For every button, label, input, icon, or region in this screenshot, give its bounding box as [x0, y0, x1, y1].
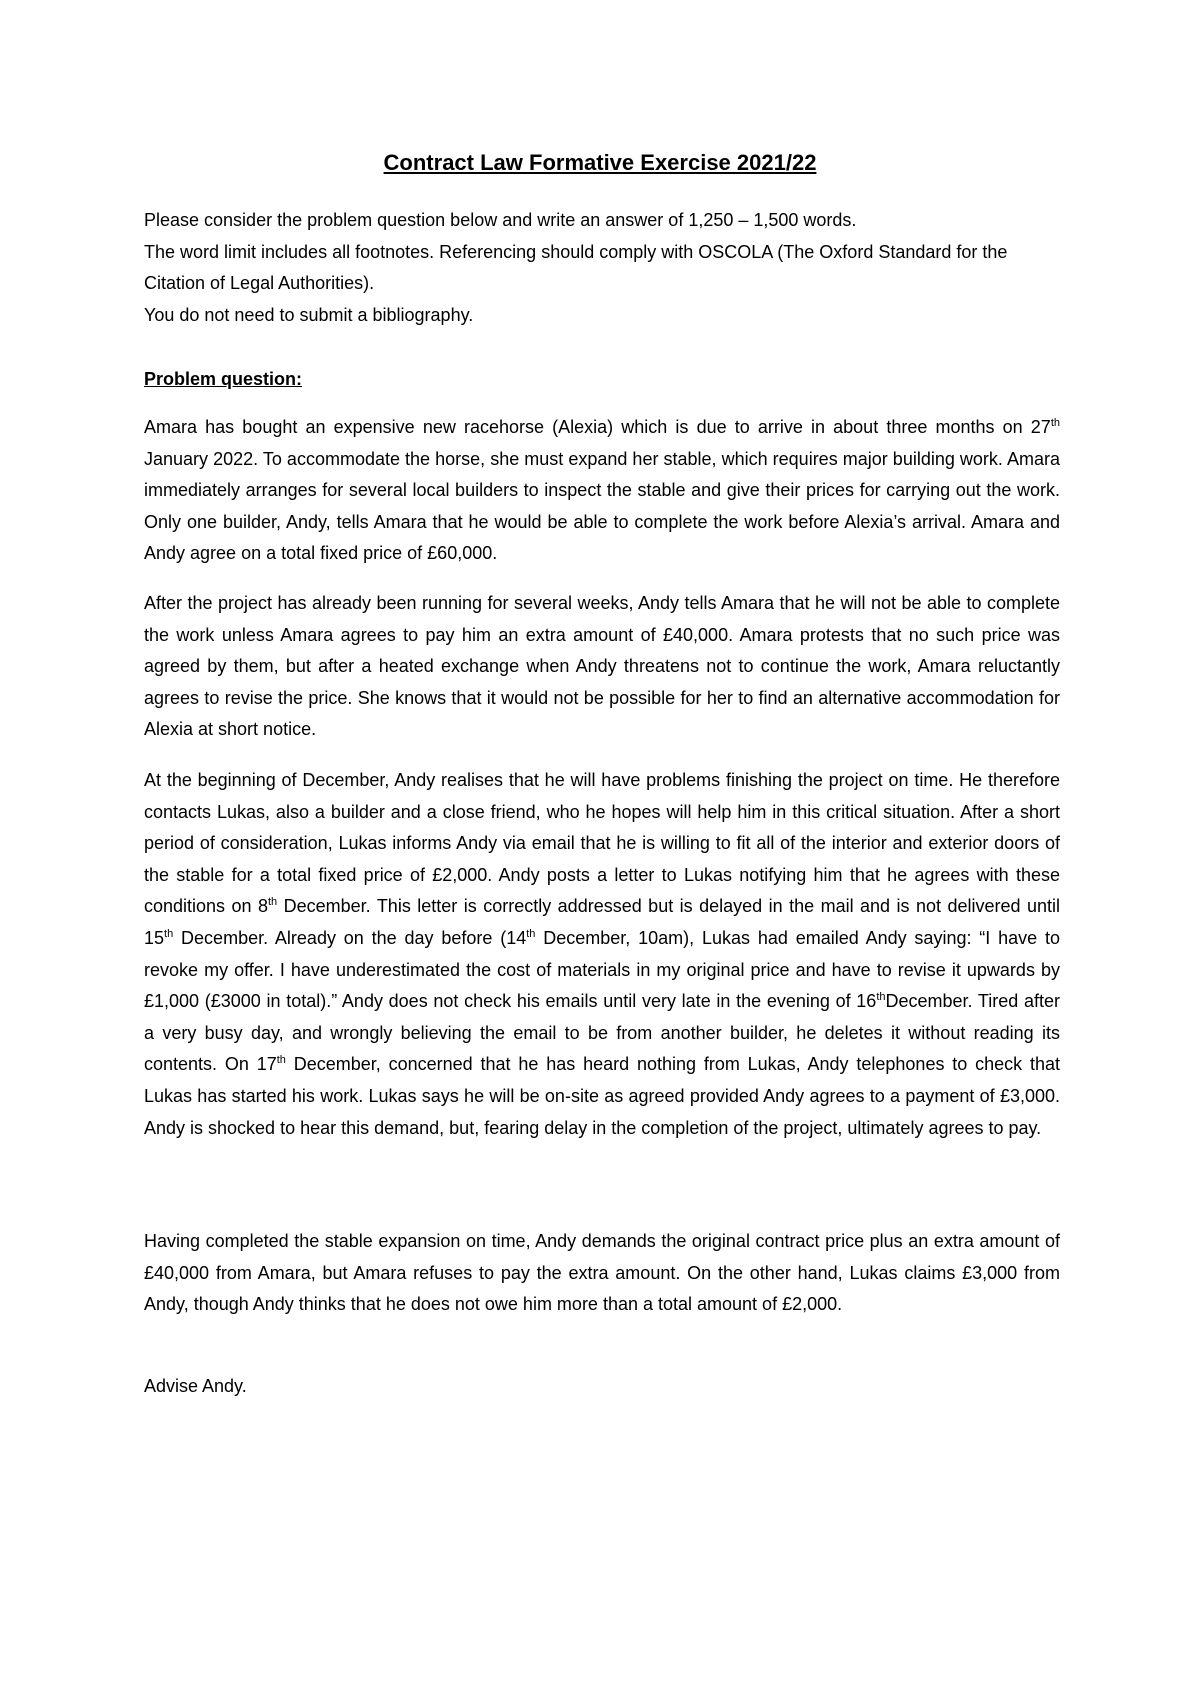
problem-question-heading: Problem question: — [144, 369, 303, 389]
instructions — [144, 205, 1060, 331]
paragraph-claims: Having completed the stable expansion on time, Andy demands the original contract price plus an extra amount of £40,000 from Amara, but Amara refuses to pay the extra amount. On the other hand, Lukas claims £3,000 from Andy, though Andy thinks that he does not owe him more than a total amount of £2,000. — [144, 1231, 1060, 1315]
instruction-word-count: Please consider the problem question below and write an answer of 1,250 – 1,500 words. — [144, 210, 857, 230]
paragraph-lukas-offer: At the beginning of December, Andy realises that he will have problems finishing the project on time. He therefore contacts Lukas, also a builder and a close friend, who he hopes will help him in this critical situation. After a short period of consideration, Lukas informs Andy via email that he is willing to fit all of the interior and exterior doors of the stable for a total fixed price of £2,000. Andy posts a letter to Lukas notifying him that he agrees with these conditions on 8th December. This letter is correctly addressed but is delayed in the mail and is not delivered until 15th December. Already on the day before (14th December, 10am), Lukas had emailed Andy saying: “I have to revoke my offer. I have underestimated the cost of materials in my original price and have to revise it upwards by £1,000 (£3000 in total).” Andy does not check his emails until very late in the evening of 16thDecember. Tired after a very busy day, and wrongly believing the email to be from another builder, he deletes it without reading its contents. On 17th December, concerned that he has heard nothing from Lukas, Andy telephones to check that Lukas has started his work. Lukas says he will be on-site as agreed provided Andy agrees to a payment of £3,000. Andy is shocked to hear this demand, but, fearing delay in the completion of the project, ultimately agrees to pay. — [144, 770, 1060, 1138]
paragraph-amara-racehorse: Amara has bought an expensive new racehorse (Alexia) which is due to arrive in about three months on 27th January 2022. To accommodate the horse, she must expand her stable, which requires major building work. Amara immediately arranges for several local builders to inspect the stable and give their prices for carrying out the work. Only one builder, Andy, tells Amara that he would be able to complete the work before Alexia’s arrival. Amara and Andy agree on a total fixed price of £60,000. — [144, 417, 1060, 564]
closing-instruction: Advise Andy. — [144, 1376, 247, 1396]
instruction-referencing: The word limit includes all footnotes. Referencing should comply with OSCOLA (The Oxford Standard for the Citation of Legal Authorities). — [144, 241, 1008, 294]
paragraph-extra-payment: After the project has already been running for several weeks, Andy tells Amara that he will not be able to complete the work unless Amara agrees to pay him an extra amount of £40,000. Amara protests that no such price was agreed by them, but after a heated exchange when Andy threatens not to continue the work, Amara reluctantly agrees to revise the price. She knows that it would not be possible for her to find an alternative accommodation for Alexia at short notice. — [144, 593, 1060, 740]
instruction-bibliography: You do not need to submit a bibliography. — [144, 304, 474, 325]
document-title: Contract Law Formative Exercise 2021/22 — [383, 150, 817, 175]
